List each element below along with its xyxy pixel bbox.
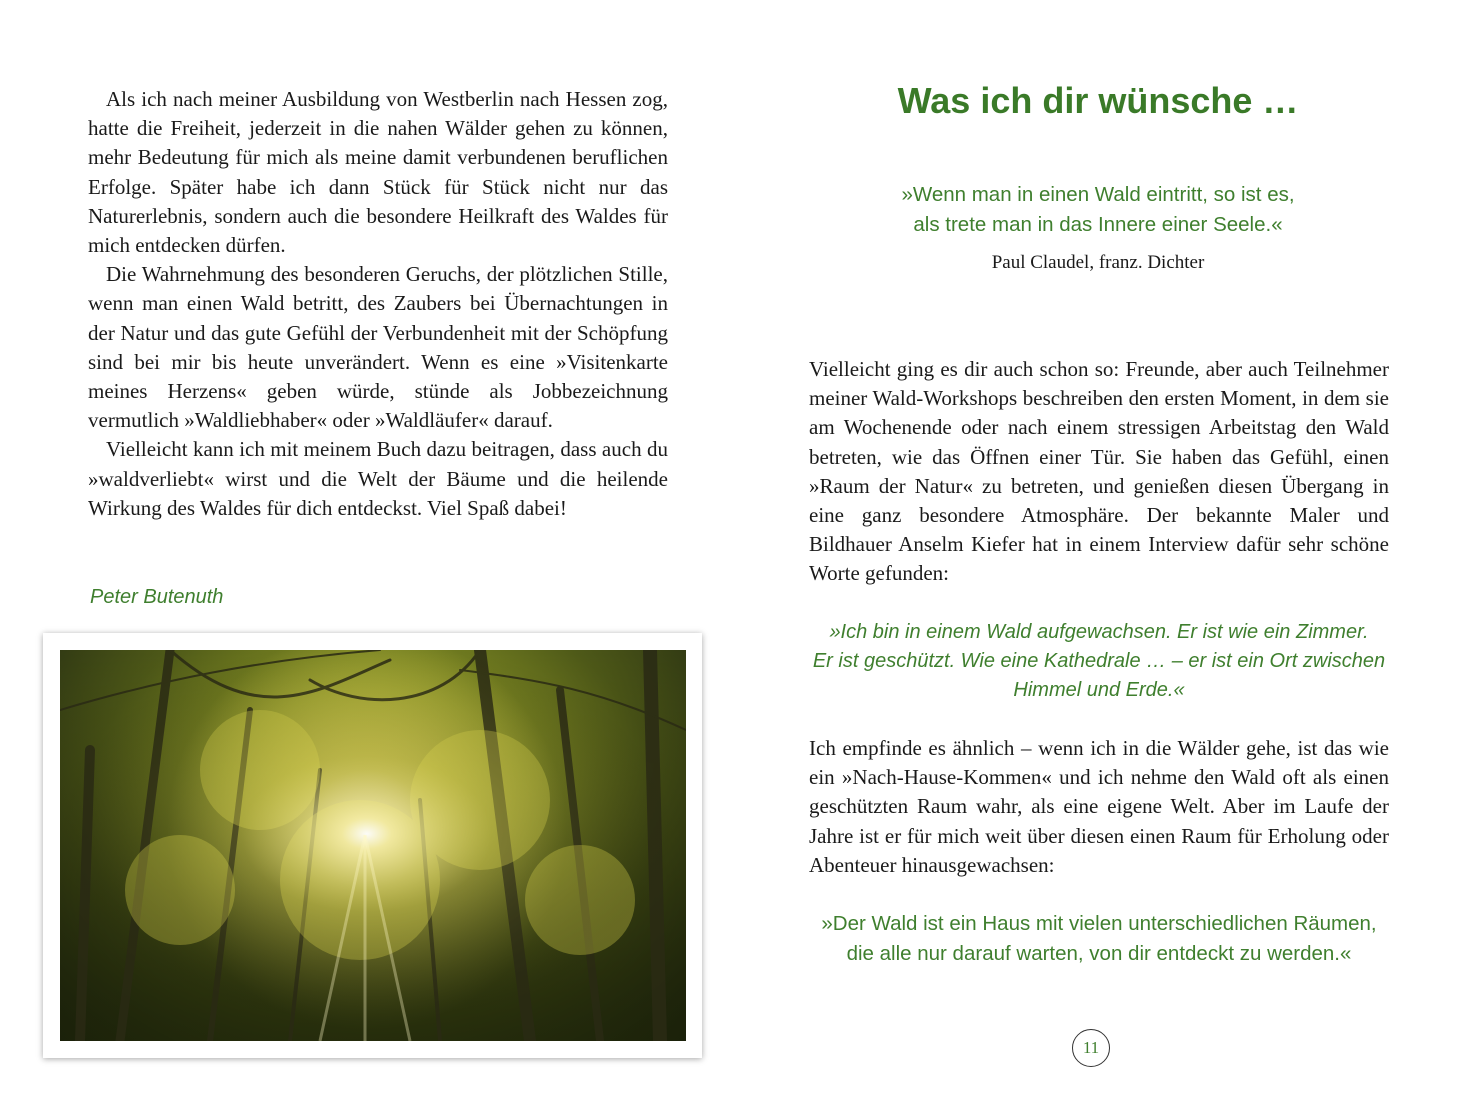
kiefer-quote — [809, 618, 1389, 706]
motto-line: »Wenn man in einen Wald eintritt, so ist es, — [901, 183, 1295, 206]
right-paragraph-2: Ich empfinde es ähnlich – wenn ich in die Wälder gehe, ist das wie ein »Nach-Hause-Kommen« und ich nehme den Wald oft als einen geschützten Raum wahr, als eine eigene Welt. Aber im Laufe der Jahre ist er für mich weit über diesen einen Raum für Erholung oder Abenteuer hinausgewachsen: — [809, 736, 1389, 877]
quote-line: »Ich bin in einem Wald aufgewachsen. Er ist wie ein Zimmer. — [829, 621, 1369, 643]
right-paragraph-1: Vielleicht ging es dir auch schon so: Freunde, aber auch Teilnehmer meiner Wald-Workshops beschreiben den ersten Moment, in dem sie am Wochenende oder nach einem stressigen Arbeitstag den Wald betreten, wie das Öffnen einer Tür. Sie haben das Gefühl, einen »Raum der Natur« zu betreten, und genießen diesen Übergang in eine ganz besondere Atmosphäre. Der bekannte Maler und Bildhauer Anselm Kiefer hat in einem Interview dafür sehr schöne Worte gefunden: — [809, 357, 1389, 586]
left-text-column — [88, 85, 668, 523]
quote-line: die alle nur darauf warten, von dir entdeckt zu werden.« — [846, 942, 1352, 965]
forest-photo — [60, 650, 686, 1041]
left-paragraph-2: Die Wahrnehmung des besonderen Geruchs, der plötzlichen Stille, wenn man einen Wald betritt, des Zaubers bei Übernachtungen in der Natur und das gute Gefühl der Verbundenheit mit der Schöpfung sind bei mir bis heute unverändert. Wenn es eine »Visitenkarte meines Herzens« geben würde, stünde als Jobbezeichnung vermutlich »Waldliebhaber« oder »Waldläufer« darauf. — [88, 262, 668, 433]
quote-line: »Der Wald ist ein Haus mit vielen unterschiedlichen Räumen, — [821, 912, 1377, 935]
quote-line: Er ist geschützt. Wie eine Kathedrale … – er ist ein Ort zwischen — [812, 650, 1386, 673]
right-page — [738, 0, 1476, 1104]
forest-illustration — [60, 650, 686, 1041]
motto-author: Paul Claudel, franz. Dichter — [991, 252, 1205, 273]
forest-house-quote — [809, 909, 1389, 969]
page-title: Was ich dir wünsche … — [897, 80, 1299, 121]
left-paragraph-3: Vielleicht kann ich mit meinem Buch dazu beitragen, dass auch du »waldverliebt« wirst und die Welt der Bäume und die heilende Wirkung des Waldes für dich entdeckst. Viel Spaß dabei! — [88, 437, 668, 520]
motto-line: als trete man in das Innere einer Seele.« — [913, 212, 1283, 236]
author-signature: Peter Butenuth — [90, 586, 224, 608]
left-paragraph-1: Als ich nach meiner Ausbildung von Westberlin nach Hessen zog, hatte die Freiheit, jederzeit in die nahen Wälder gehen zu können, mehr Bedeutung für mich als meine damit verbundenen beruflichen Erfolge. Später habe ich dann Stück für Stück nicht nur das Naturerlebnis, sondern auch die besondere Heilkraft des Waldes für mich entdecken dürfen. — [88, 87, 668, 258]
quote-line: Himmel und Erde.« — [1013, 679, 1185, 702]
motto-quote — [818, 180, 1378, 239]
page-number: 11 — [1072, 1029, 1110, 1067]
forest-photo-frame — [43, 633, 702, 1058]
